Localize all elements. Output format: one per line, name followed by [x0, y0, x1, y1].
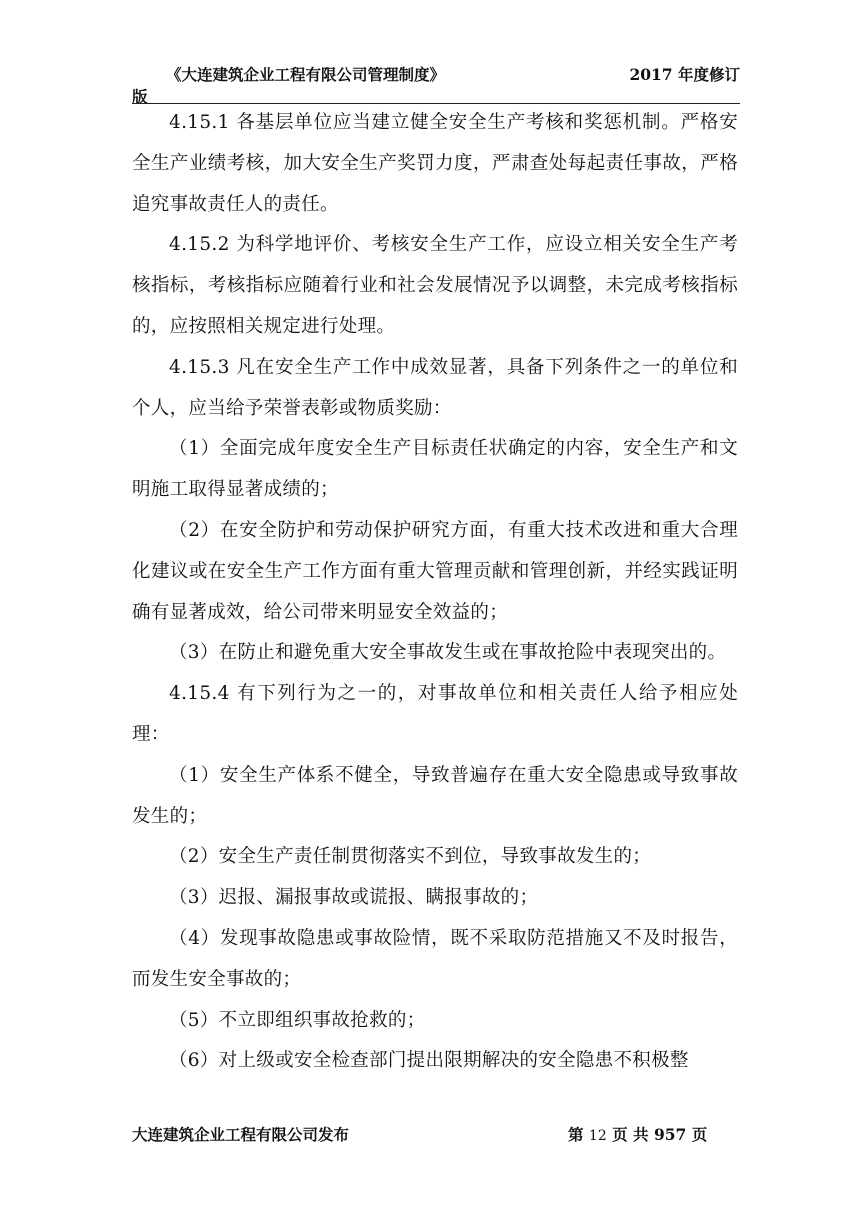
- page-middle: 页 共: [606, 1125, 654, 1144]
- edition-label: 2017 年度修订: [629, 65, 740, 84]
- list-item: （4）发现事故隐患或事故险情，既不采取防范措施又不及时报告，而发生安全事故的；: [132, 927, 738, 990]
- list-item: （1）全面完成年度安全生产目标责任状确定的内容，安全生产和文明施工取得显著成绩的；: [132, 438, 738, 501]
- clause-4-15-3: 4.15.3 凡在安全生产工作中成效显著，具备下列条件之一的单位和个人，应当给予荣誉表彰或物质奖励：: [132, 356, 738, 419]
- list-item: （1）安全生产体系不健全，导致普遍存在重大安全隐患或导致事故发生的；: [132, 764, 738, 827]
- page-header: [132, 64, 740, 108]
- clause-4-15-1: 4.15.1 各基层单位应当建立健全安全生产考核和奖惩机制。严格安全生产业绩考核，加大安全生产奖罚力度，严肃查处每起责任事故，严格追究事故责任人的责任。: [132, 112, 738, 215]
- page-suffix: 页: [686, 1125, 708, 1144]
- publisher-label: 大连建筑企业工程有限公司发布: [132, 1125, 350, 1144]
- list-item: （6）对上级或安全检查部门提出限期解决的安全隐患不积极整: [169, 1050, 689, 1072]
- page-indicator: [568, 1124, 707, 1147]
- list-item: （5）不立即组织事故抢救的；: [169, 1009, 426, 1031]
- list-item: （3）迟报、漏报事故或谎报、瞒报事故的；: [169, 887, 539, 909]
- page-prefix: 第: [568, 1125, 589, 1144]
- list-item: （2）安全生产责任制贯彻落实不到位，导致事故发生的；: [169, 846, 652, 868]
- document-title: 《大连建筑企业工程有限公司管理制度》: [166, 65, 446, 84]
- clause-4-15-2: 4.15.2 为科学地评价、考核安全生产工作，应设立相关安全生产考核指标，考核指标应随着行业和社会发展情况予以调整，未完成考核指标的，应按照相关规定进行处理。: [132, 234, 738, 337]
- clause-4-15-4: 4.15.4 有下列行为之一的，对事故单位和相关责任人给予相应处理：: [132, 683, 738, 745]
- page-number: 12: [588, 1128, 607, 1144]
- document-body: [132, 103, 738, 1082]
- list-item: （3）在防止和避免重大安全事故发生或在事故抢险中表现突出的。: [169, 642, 727, 664]
- page-total: 957: [653, 1125, 687, 1144]
- edition-label-continued: 版: [132, 87, 148, 106]
- list-item: （2）在安全防护和劳动保护研究方面，有重大技术改进和重大合理化建议或在安全生产工作方面有重大管理贡献和管理创新，并经实践证明确有显著成效，给公司带来明显安全效益的；: [132, 519, 738, 623]
